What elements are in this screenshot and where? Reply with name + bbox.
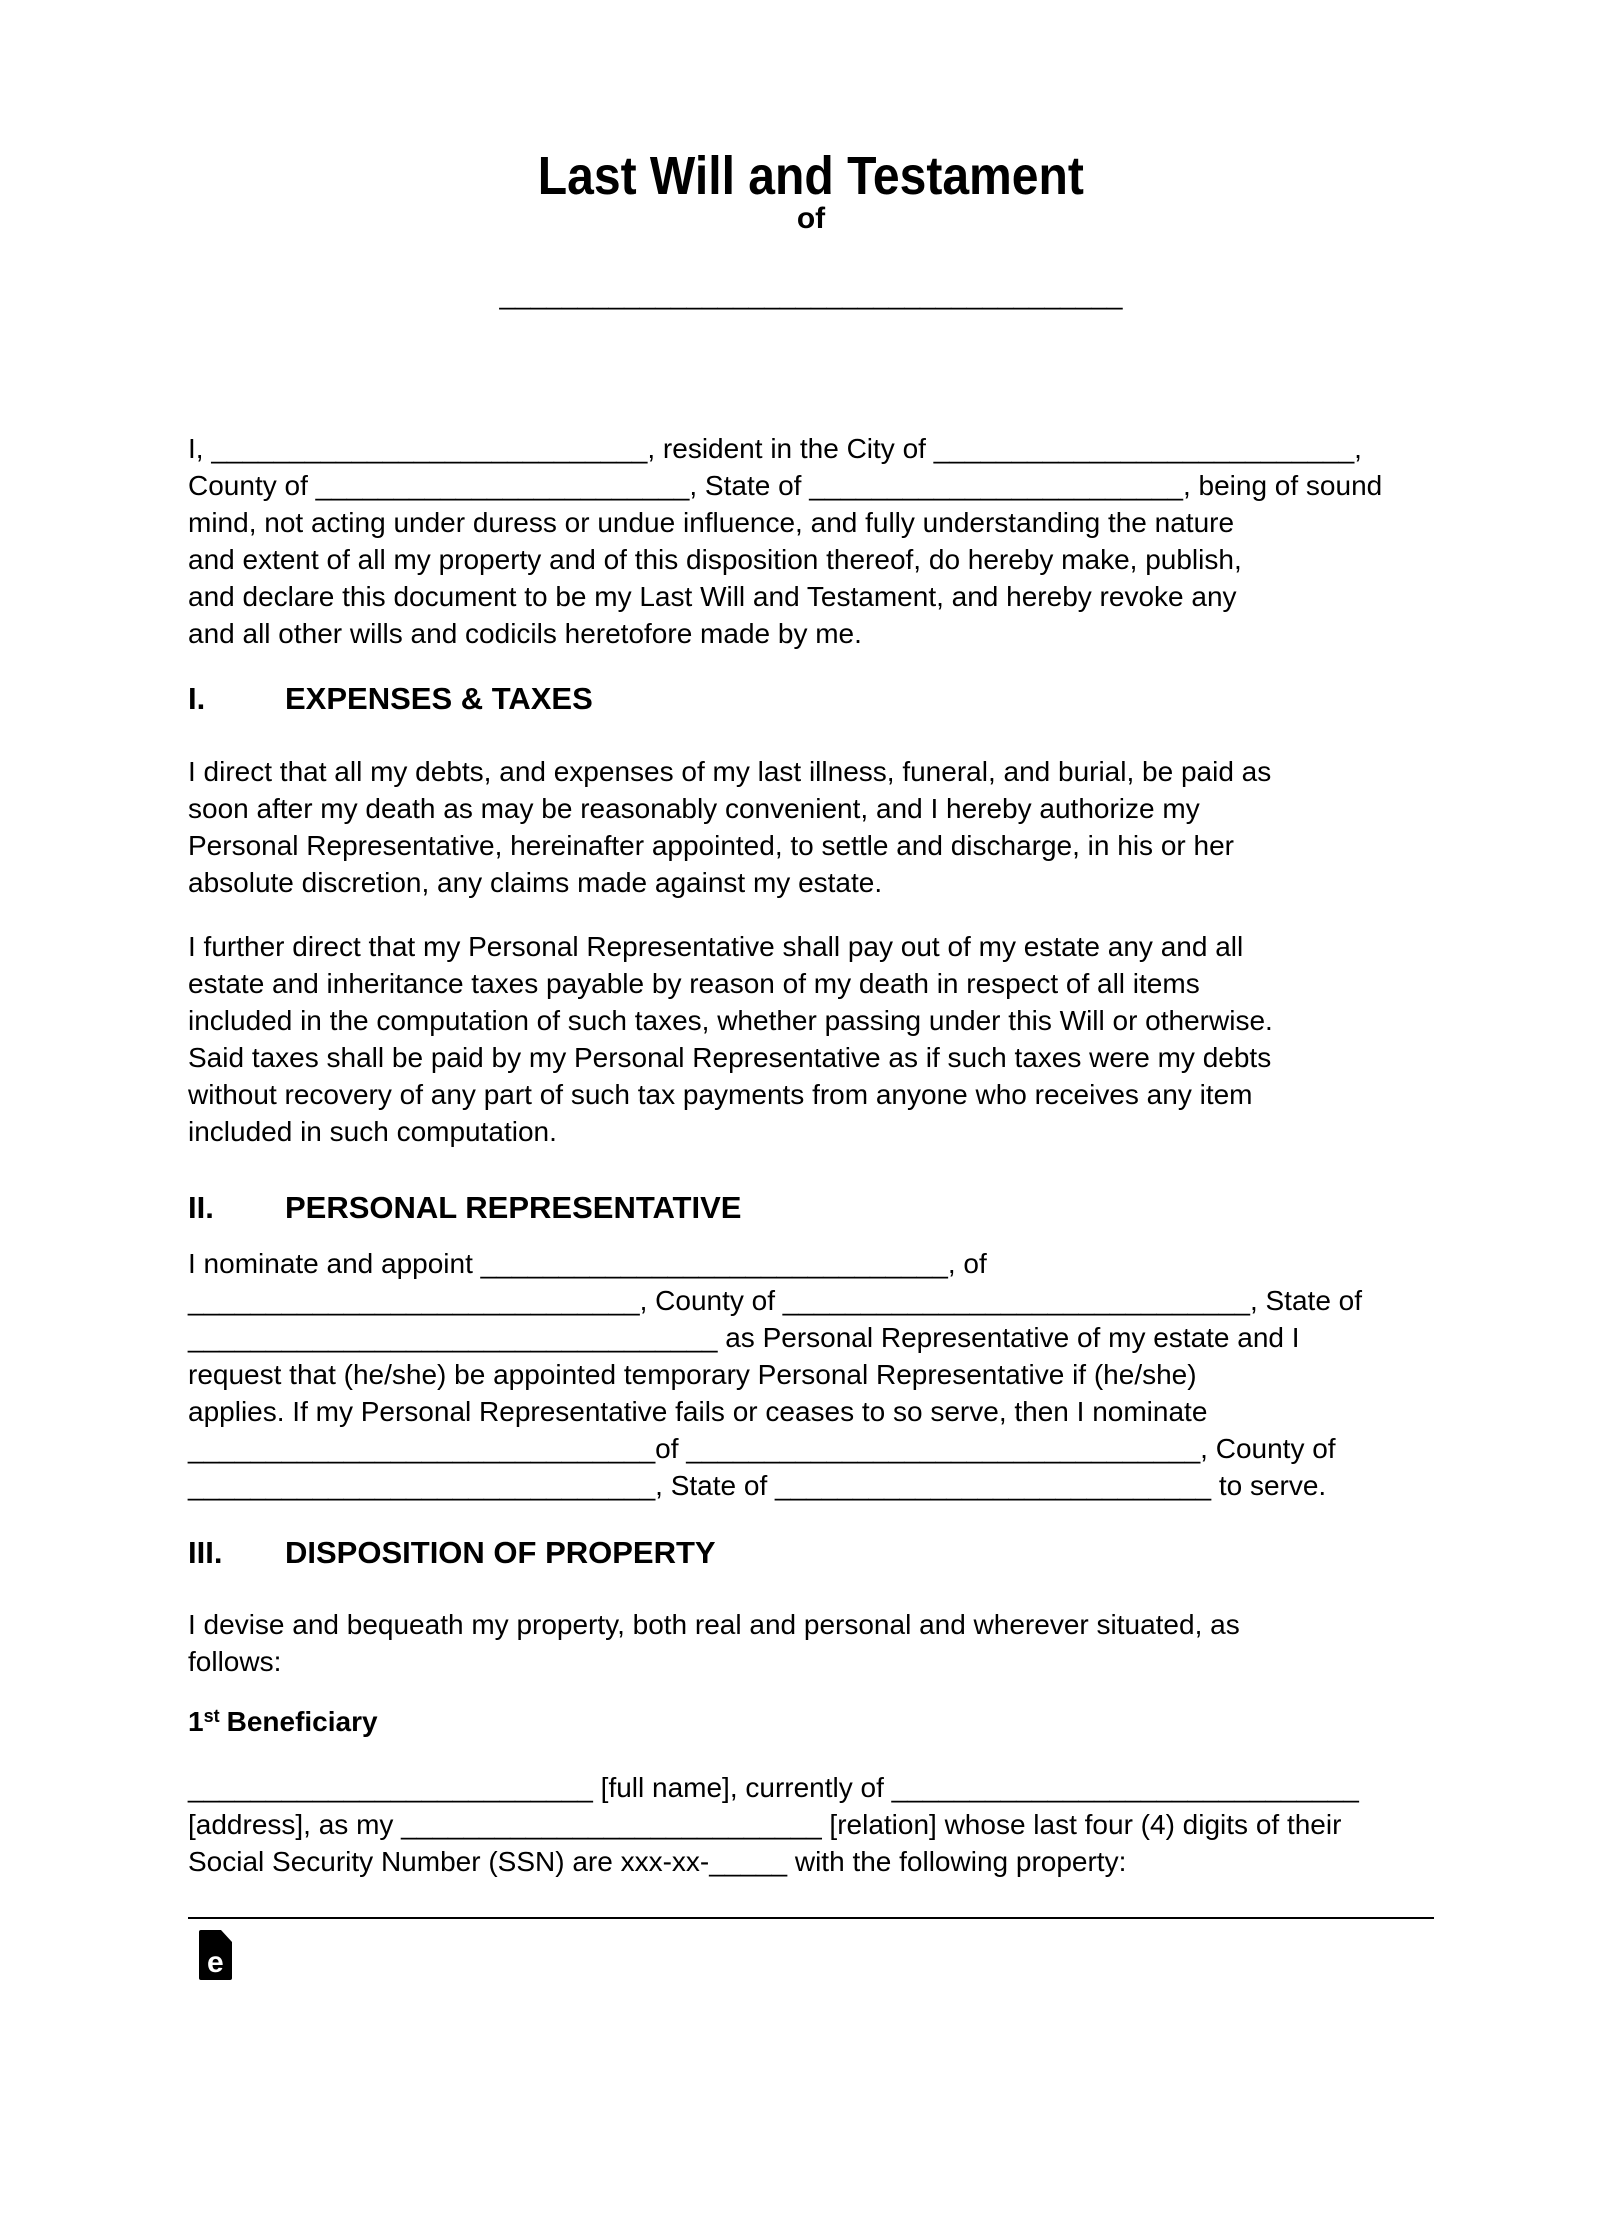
section-1-paragraph-2 (188, 928, 1434, 1150)
intro-paragraph (188, 430, 1434, 652)
section-2-heading (188, 1189, 1434, 1227)
document-subtitle: of (796, 202, 826, 235)
text-line: request that (he/she) be appointed temporary Personal Representative if (he/she) (188, 1359, 1197, 1390)
section-2-title: PERSONAL REPRESENTATIVE (285, 1190, 742, 1225)
text-line: absolute discretion, any claims made against my estate. (188, 867, 883, 898)
text-line: ______________________________of _________________________________, County of (188, 1433, 1336, 1464)
text-line: without recovery of any part of such tax payments from anyone who receives any item (188, 1079, 1253, 1110)
text-line: _____________________________, County of ______________________________, State of (188, 1285, 1363, 1316)
text-line: and extent of all my property and of this disposition thereof, do hereby make, publish, (188, 544, 1242, 575)
text-line: mind, not acting under duress or undue influence, and fully understanding the nature (188, 507, 1235, 538)
text-line: County of ________________________, State of ________________________, being of sound (188, 470, 1383, 501)
text-line: applies. If my Personal Representative fails or ceases to so serve, then I nominate (188, 1396, 1208, 1427)
document-title-text: Last Will and Testament (537, 146, 1085, 206)
section-3-heading (188, 1534, 1434, 1572)
section-1-title: EXPENSES & TAXES (285, 681, 593, 716)
text-line: ______________________________, State of ____________________________ to serve. (188, 1470, 1327, 1501)
text-line: I further direct that my Personal Representative shall pay out of my estate any and all (188, 931, 1244, 962)
page-content (0, 146, 1600, 1985)
text-line: I nominate and appoint ______________________________, of (188, 1248, 987, 1279)
text-line: __________________________ [full name], currently of ______________________________ (188, 1772, 1359, 1803)
logo-letter: e (207, 1946, 224, 1979)
document-title (188, 146, 1434, 206)
section-2-number: II. (188, 1190, 214, 1225)
text-line: __________________________________ as Personal Representative of my estate and I (188, 1322, 1300, 1353)
section-1-paragraph-1 (188, 753, 1434, 901)
section-1-number: I. (188, 681, 206, 716)
text-line: estate and inheritance taxes payable by reason of my death in respect of all items (188, 968, 1200, 999)
text-line: [address], as my ___________________________ [relation] whose last four (4) digits of their (188, 1809, 1342, 1840)
text-line: soon after my death as may be reasonably convenient, and I hereby authorize my (188, 793, 1200, 824)
beneficiary-label: Beneficiary (226, 1706, 378, 1737)
footer-divider-line (188, 1917, 1434, 1919)
beneficiary-ordinal-number: 1 (188, 1706, 204, 1737)
text-line: and all other wills and codicils heretofore made by me. (188, 618, 862, 649)
first-beneficiary-heading (188, 1697, 1434, 1741)
text-line: included in the computation of such taxes, whether passing under this Will or otherwise. (188, 1005, 1273, 1036)
text-line: included in such computation. (188, 1116, 557, 1147)
text-line: Said taxes shall be paid by my Personal Representative as if such taxes were my debts (188, 1042, 1272, 1073)
section-2-paragraph-1 (188, 1245, 1434, 1504)
text-line: Personal Representative, hereinafter appointed, to settle and discharge, in his or her (188, 830, 1234, 861)
document-page (0, 146, 1600, 2220)
text-line: I direct that all my debts, and expenses of my last illness, funeral, and burial, be paid as (188, 756, 1272, 787)
text-line: and declare this document to be my Last Will and Testament, and hereby revoke any (188, 581, 1237, 612)
section-1-heading (188, 680, 1434, 718)
section-3-title: DISPOSITION OF PROPERTY (285, 1535, 716, 1570)
first-beneficiary-paragraph (188, 1769, 1434, 1880)
testator-name-blank: ________________________________________ (499, 279, 1123, 310)
text-line: follows: (188, 1646, 282, 1677)
beneficiary-ordinal-suffix: st (203, 1706, 220, 1726)
text-line: I, ____________________________, resident in the City of ___________________________, (188, 433, 1362, 464)
eforms-logo-icon (199, 1930, 232, 1980)
section-3-number: III. (188, 1535, 223, 1570)
text-line: Social Security Number (SSN) are xxx-xx-_____ with the following property: (188, 1846, 1127, 1877)
text-line: I devise and bequeath my property, both real and personal and wherever situated, as (188, 1609, 1240, 1640)
section-3-paragraph-1 (188, 1606, 1434, 1680)
